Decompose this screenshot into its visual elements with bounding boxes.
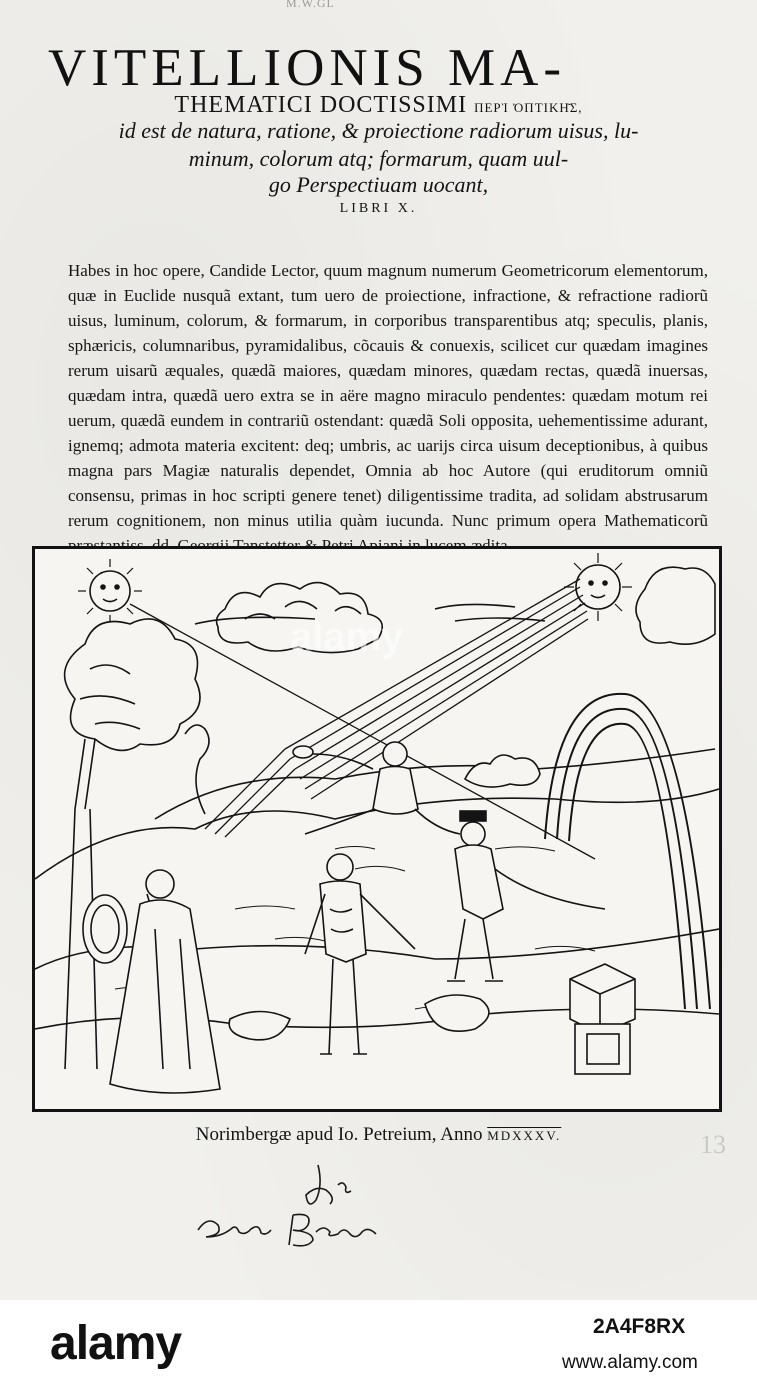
stock-image-id: 2A4F8RX — [593, 1315, 686, 1338]
imprint-year: MDXXXV. — [487, 1128, 562, 1143]
title-line-3: id est de natura, ratione, & proiectione radiorum uisus, lu- — [118, 118, 639, 143]
intro-paragraph: Habes in hoc opere, Candide Lector, quum magnum numerum Geometricorum elementorum, quæ in Euclide nusquã extant, tum uero de proiectione, infractione, & refractione radiorũ uisus, luminum, colorum, & formarum, in corporibus transparentibus atq; speculis, planis, sphæricis, columnaribus, pyramidalibus, cõcauis & conuexis, scilicet cur quædam imagines rerum uisarũ æquales, quædã maiores, quædam minores, quædam rectas, quædã inuersas, quædam intra, quædã uero extra se in aëre magno miraculo pendentes: quædam motum rei uerum, quædã eundem in contrariũ ostendant: quædã Soli opposita, uehementissime adurant, ignemq; admota materia excitent: deq; umbris, ac uarijs circa uisum deceptionibus, à quibus magna pars Magiæ naturalis dependet, Omnia ab hoc Autore (qui eruditorum omniũ consensu, primas in hoc scripti genere tenet) diligentissime tradita, ad solidam abstrusarum rerum cognitionem, non minus utilia quàm iucunda. Nunc primum opera Mathematicorũ — [68, 261, 708, 530]
watermark: alamy — [290, 615, 404, 659]
title-line-4: minum, colorum atq; formarum, quam uul- — [188, 146, 569, 171]
title-line-1: VITELLIONIS MA- — [48, 39, 567, 97]
title-line-2 — [0, 92, 757, 119]
title-line-6: LIBRI X. — [339, 201, 418, 216]
scholar-figure — [83, 870, 220, 1093]
title-line-2-latin: THEMATICI DOCTISSIMI — [174, 92, 468, 118]
imprint-place: Norimbergæ apud Io. Petreium, Anno — [195, 1124, 483, 1145]
stock-url: www.alamy.com — [562, 1352, 698, 1373]
page-marking: M.W.GL — [286, 0, 335, 10]
page-number: 13 — [700, 1130, 726, 1159]
left-sun-icon — [78, 559, 142, 623]
handwritten-signature — [188, 1160, 388, 1250]
title-line-5: go Perspectiuam uocant, — [268, 172, 489, 197]
stock-logo: alamy — [50, 1317, 182, 1370]
title-line-2-greek: ΠΕΡῚ ὈΠΤΙΚΗ͂Σ, — [474, 100, 583, 115]
imprint-line — [0, 1124, 757, 1146]
right-sun-icon — [564, 553, 632, 621]
cube-objects — [570, 964, 635, 1074]
